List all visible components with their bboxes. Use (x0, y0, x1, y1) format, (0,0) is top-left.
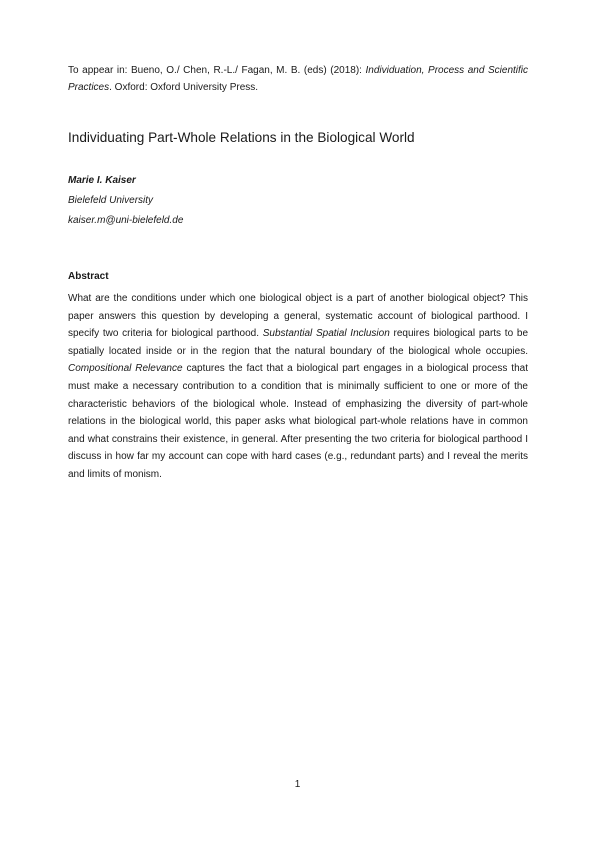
publication-note (68, 62, 528, 96)
author-email: kaiser.m@uni-bielefeld.de (68, 215, 184, 226)
note-prefix: To appear in: Bueno, O./ Chen, R.-L./ Fagan, M. B. (eds) (2018): (68, 65, 366, 76)
author-block (68, 171, 528, 231)
abstract-term-2: Compositional Relevance (68, 363, 183, 375)
abstract-part-2: requires biological parts to be spatially located inside or in the region that the natural boundary of the biological whole occupies. (68, 328, 529, 357)
abstract-text (68, 290, 528, 484)
abstract-term-1: Substantial Spatial Inclusion (262, 328, 390, 340)
page-number: 1 (294, 779, 301, 790)
abstract-part-3: captures the fact that a biological part engages in a biological process that must make a necessary contribution to a condition that is minimally sufficient to one or more of the characteristic behaviors of the biological whole. Instead of emphasizing the diversity of part-whole relations in the biological world, this paper asks what biological part-whole relations have in common and what constrains their existence, in general. After presenting the two criteria for biological parthood I discuss in how far my account can cope with hard cases (e.g., redundant parts) and I reveal the merits and limits of monism. (68, 363, 528, 480)
note-suffix: . Oxford: Oxford University Press. (109, 82, 259, 93)
author-name: Marie I. Kaiser (68, 175, 136, 186)
abstract-part-1: What are the conditions under which one biological object is a part of another biological object? This paper answers this question by developing a general, systematic account of biological parthood. I specify two criteria for biological parthood. (68, 293, 528, 340)
author-affiliation: Bielefeld University (68, 195, 154, 206)
paper-title: Individuating Part-Whole Relations in the Biological World (68, 130, 415, 145)
book-title: Individuation, Process and Scientific Practices (68, 65, 529, 93)
abstract-heading: Abstract (68, 271, 109, 282)
